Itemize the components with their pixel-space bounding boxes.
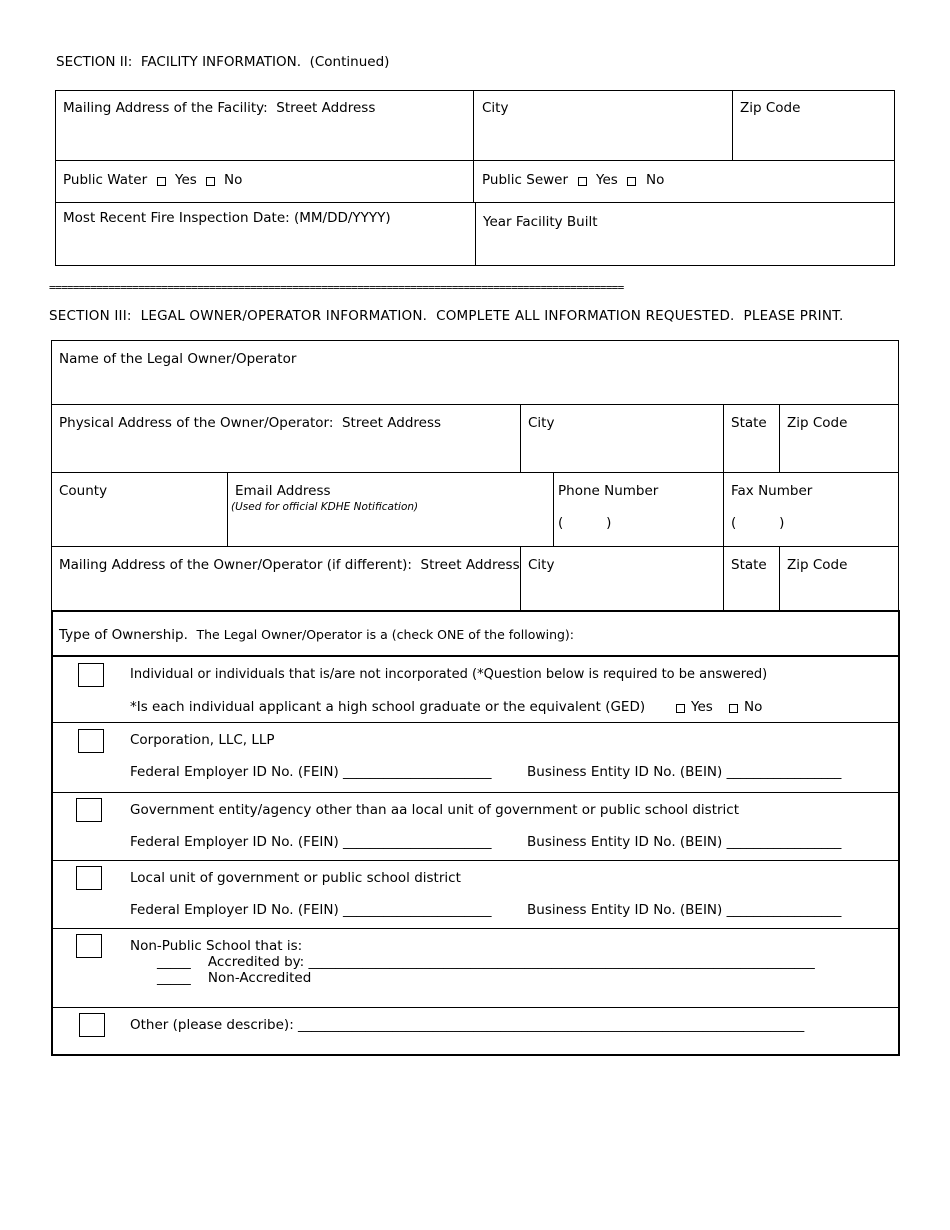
owner-row-divider (51, 404, 899, 405)
owner-row-divider (51, 546, 899, 547)
owner-physical-state-field[interactable]: State (731, 415, 767, 431)
corporation-label: Corporation, LLC, LLP (130, 732, 275, 748)
owner-physical-city-field[interactable]: City (528, 415, 555, 431)
nonpublic-school-checkbox[interactable] (76, 934, 102, 958)
individual-checkbox[interactable] (78, 663, 104, 687)
government-fein-field[interactable]: Federal Employer ID No. (FEIN) ______________________ (130, 834, 492, 850)
facility-zip-field[interactable]: Zip Code (740, 100, 801, 116)
accredited-by-field[interactable]: _____ Accredited by: ___________________________________________________________________________ (157, 954, 815, 970)
corporation-checkbox[interactable] (78, 729, 104, 753)
facility-mailing-address-field[interactable]: Mailing Address of the Facility: Street Address (63, 100, 376, 116)
ownership-row-divider (51, 1007, 900, 1008)
section-2-title: SECTION II: FACILITY INFORMATION. (Continued) (56, 54, 390, 70)
government-checkbox[interactable] (76, 798, 102, 822)
owner-col-divider (779, 546, 780, 611)
public-water-label: Public Water (63, 172, 148, 188)
ged-yes-label: Yes (691, 699, 713, 715)
government-label: Government entity/agency other than aa local unit of government or public school district (130, 802, 740, 818)
public-sewer-no-checkbox[interactable] (627, 177, 636, 186)
phone-area-code: ( ) (558, 515, 612, 531)
ownership-row-divider (51, 860, 900, 861)
owner-col-divider (227, 472, 228, 546)
facility-col-divider (732, 90, 733, 160)
public-water-no-checkbox[interactable] (206, 177, 215, 186)
public-sewer-yes-label: Yes (596, 172, 618, 188)
ged-yes-checkbox[interactable] (676, 704, 685, 713)
owner-phone-field[interactable]: Phone Number (558, 483, 659, 499)
owner-mailing-state-field[interactable]: State (731, 557, 767, 573)
owner-col-divider (723, 404, 724, 611)
owner-row-divider (51, 472, 899, 473)
ged-no-checkbox[interactable] (729, 704, 738, 713)
facility-col-divider (475, 202, 476, 266)
public-water-no-label: No (224, 172, 243, 188)
owner-col-divider (553, 472, 554, 546)
other-checkbox[interactable] (79, 1013, 105, 1037)
public-sewer-yes-checkbox[interactable] (578, 177, 587, 186)
public-water-yes-label: Yes (175, 172, 197, 188)
ownership-header: Type of Ownership. The Legal Owner/Operator is a (check ONE of the following): (59, 627, 575, 643)
ownership-row-divider (51, 655, 900, 657)
public-sewer-label: Public Sewer (482, 172, 569, 188)
owner-mailing-city-field[interactable]: City (528, 557, 555, 573)
section-divider: ================================================================================================= (49, 281, 624, 294)
owner-physical-address-field[interactable]: Physical Address of the Owner/Operator: Street Address (59, 415, 442, 431)
owner-name-field[interactable]: Name of the Legal Owner/Operator (59, 351, 297, 367)
non-accredited-field[interactable]: _____ Non-Accredited (157, 970, 312, 986)
ged-question: *Is each individual applicant a high school graduate or the equivalent (GED) (130, 699, 646, 715)
year-facility-built-field[interactable]: Year Facility Built (483, 214, 598, 230)
ownership-row-divider (51, 722, 900, 723)
owner-col-divider (520, 404, 521, 472)
corporation-fein-field[interactable]: Federal Employer ID No. (FEIN) ______________________ (130, 764, 492, 780)
other-description-field[interactable]: Other (please describe): ___________________________________________________________________________ (130, 1017, 805, 1033)
fax-area-code: ( ) (731, 515, 785, 531)
public-sewer-no-label: No (646, 172, 665, 188)
facility-city-field[interactable]: City (482, 100, 509, 116)
facility-row-divider (55, 160, 895, 161)
ownership-row-divider (51, 928, 900, 929)
section-3-title: SECTION III: LEGAL OWNER/OPERATOR INFORMATION. COMPLETE ALL INFORMATION REQUESTED. PLEASE PRINT. (49, 308, 844, 324)
facility-col-divider (473, 90, 474, 202)
local-government-fein-field[interactable]: Federal Employer ID No. (FEIN) ______________________ (130, 902, 492, 918)
owner-mailing-zip-field[interactable]: Zip Code (787, 557, 848, 573)
ownership-row-divider (51, 792, 900, 793)
public-water-yes-checkbox[interactable] (157, 177, 166, 186)
owner-col-divider (779, 404, 780, 472)
owner-col-divider (520, 546, 521, 611)
owner-physical-zip-field[interactable]: Zip Code (787, 415, 848, 431)
owner-mailing-address-field[interactable]: Mailing Address of the Owner/Operator (if different): Street Address (59, 557, 520, 573)
owner-fax-field[interactable]: Fax Number (731, 483, 813, 499)
local-government-label: Local unit of government or public school district (130, 870, 461, 886)
individual-label: Individual or individuals that is/are not incorporated (*Question below is required to be answered) (130, 667, 768, 682)
nonpublic-school-label: Non-Public School that is: (130, 938, 303, 954)
ged-no-label: No (744, 699, 763, 715)
owner-county-field[interactable]: County (59, 483, 108, 499)
local-government-checkbox[interactable] (76, 866, 102, 890)
email-note: (Used for official KDHE Notification) (231, 501, 419, 513)
government-bein-field[interactable]: Business Entity ID No. (BEIN) _________________ (527, 834, 842, 850)
corporation-bein-field[interactable]: Business Entity ID No. (BEIN) _________________ (527, 764, 842, 780)
fire-inspection-date-field[interactable]: Most Recent Fire Inspection Date: (MM/DD/YYYY) (63, 210, 391, 226)
owner-email-field[interactable]: Email Address (235, 483, 331, 499)
local-government-bein-field[interactable]: Business Entity ID No. (BEIN) _________________ (527, 902, 842, 918)
